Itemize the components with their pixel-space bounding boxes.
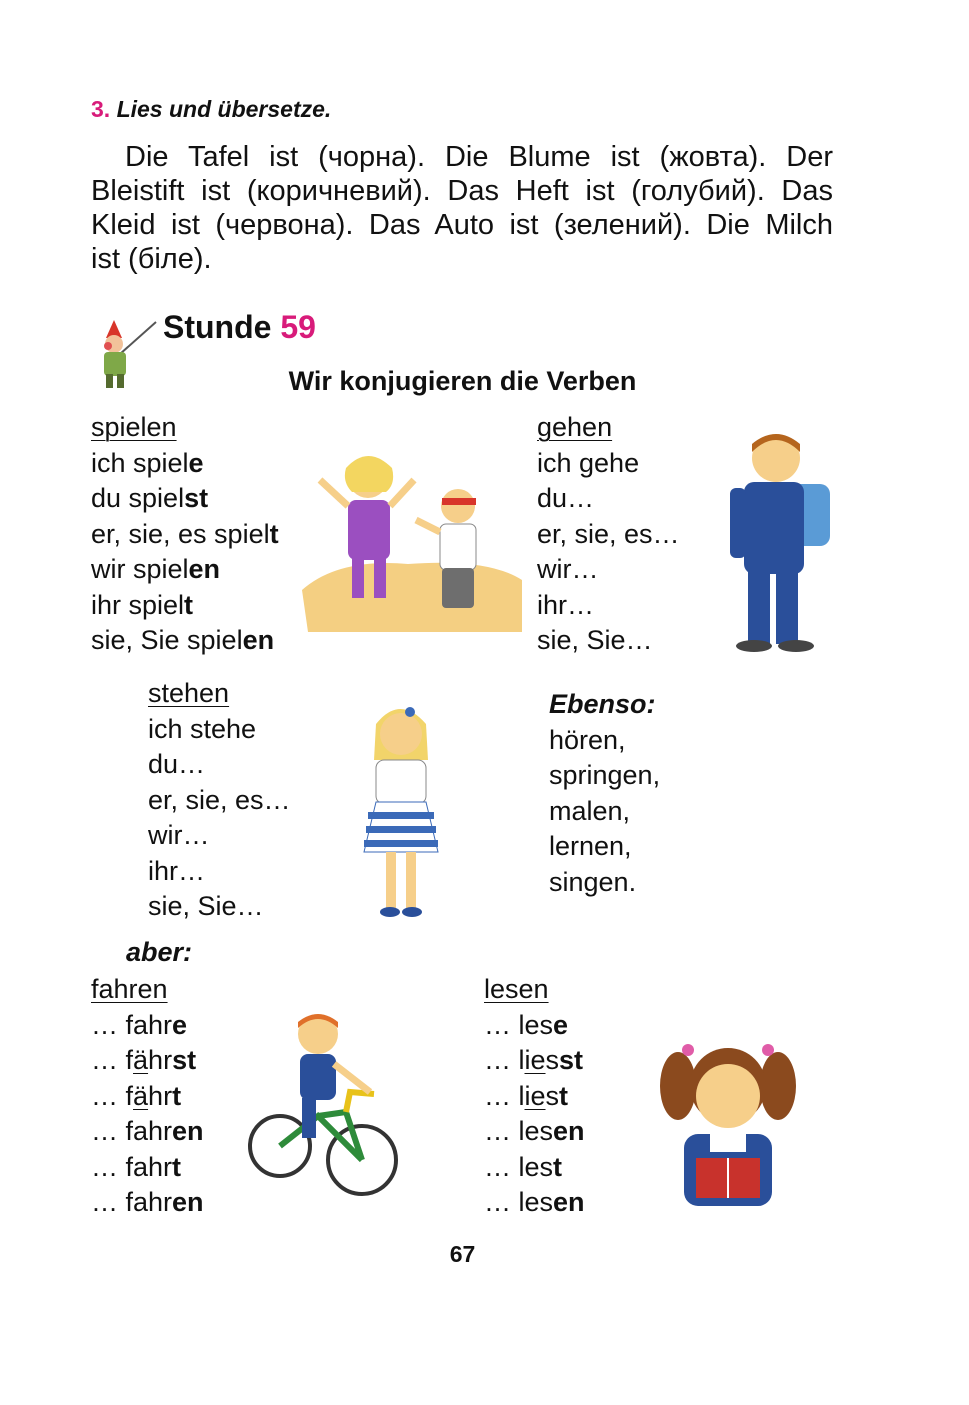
lesson-number: 59 [280,309,316,345]
schoolboy-illustration [714,424,836,656]
verb-heading: stehen [148,678,230,708]
conjugation-row: er, sie, es… [148,784,291,815]
conjugation-row: … fahren [91,1187,204,1217]
conjugation-row: ihr… [148,855,206,886]
spielen-conjugation [91,410,279,659]
conjugation-row: ich gehe [537,447,640,478]
conjugation-row: er, sie, es spielt [91,518,279,549]
aber-label: aber: [126,937,193,967]
fahren-conjugation [91,972,204,1221]
translation-paragraph [91,140,833,276]
lesson-label: Stunde [163,309,272,345]
gehen-conjugation [537,410,680,659]
conjugation-row: wir… [537,554,599,584]
ebenso-list [549,687,660,900]
stehen-conjugation [148,676,291,925]
girl-reading-illustration [658,1030,798,1212]
conjugation-row: du… [148,749,206,779]
conjugation-row: ich stehe [148,713,257,744]
task-heading [91,96,331,123]
conjugation-row: … lese [484,1009,569,1040]
paragraph-line: Die Tafel ist (чорна). Die Blume ist (жовта). Der [125,141,833,173]
lesson-title [163,309,316,346]
conjugation-row: ihr… [537,589,595,620]
conjugation-row: wir… [148,820,210,850]
verb-heading: gehen [537,412,613,442]
verb-item: malen, [549,795,631,826]
conjugation-row: … fahren [91,1116,204,1146]
conjugation-row: sie, Sie… [148,891,264,921]
conjugation-row: … fährt [91,1080,182,1111]
verb-heading: fahren [91,974,168,1004]
verb-heading: lesen [484,974,549,1004]
conjugation-row: sie, Sie spielen [91,625,275,655]
verb-item: singen. [549,866,637,897]
ebenso-heading: Ebenso: [549,689,656,719]
conjugation-row: er, sie, es… [537,518,680,549]
verb-item: hören, [549,724,626,755]
verb-item: lernen, [549,831,632,861]
conjugation-row: … fährst [91,1045,197,1075]
conjugation-row: wir spielen [91,554,221,584]
paragraph-line: Kleid ist (червона). Das Auto ist (зелений). Die Milch [91,209,833,241]
conjugation-row: … fahre [91,1009,188,1040]
paragraph-line: Bleistift ist (коричневий). Das Heft ist (голубий). Das [91,175,833,207]
verb-item: springen, [549,760,661,790]
conjugation-row: du spielst [91,483,209,513]
conjugation-row: ihr spielt [91,589,194,620]
lesson-subtitle: Wir konjugieren die Verben [288,366,637,396]
lesen-conjugation [484,972,585,1221]
conjugation-row: … liest [484,1080,569,1111]
conjugation-row: … liesst [484,1045,584,1075]
paragraph-line: ist (біле). [91,243,212,275]
children-playing-illustration [298,440,526,636]
task-title: Lies und übersetze. [116,96,332,122]
page-number: 67 [449,1241,476,1267]
boy-cycling-illustration [246,1010,400,1210]
standing-girl-illustration [362,694,440,924]
verb-heading: spielen [91,412,177,442]
conjugation-row: … fahrt [91,1151,182,1182]
conjugation-row: … lesen [484,1116,585,1146]
conjugation-row: ich spiele [91,447,204,478]
conjugation-row: du… [537,483,595,513]
conjugation-row: … lesen [484,1187,585,1217]
conjugation-row: sie, Sie… [537,625,653,655]
task-number: 3. [91,96,111,122]
conjugation-row: … lest [484,1151,563,1182]
